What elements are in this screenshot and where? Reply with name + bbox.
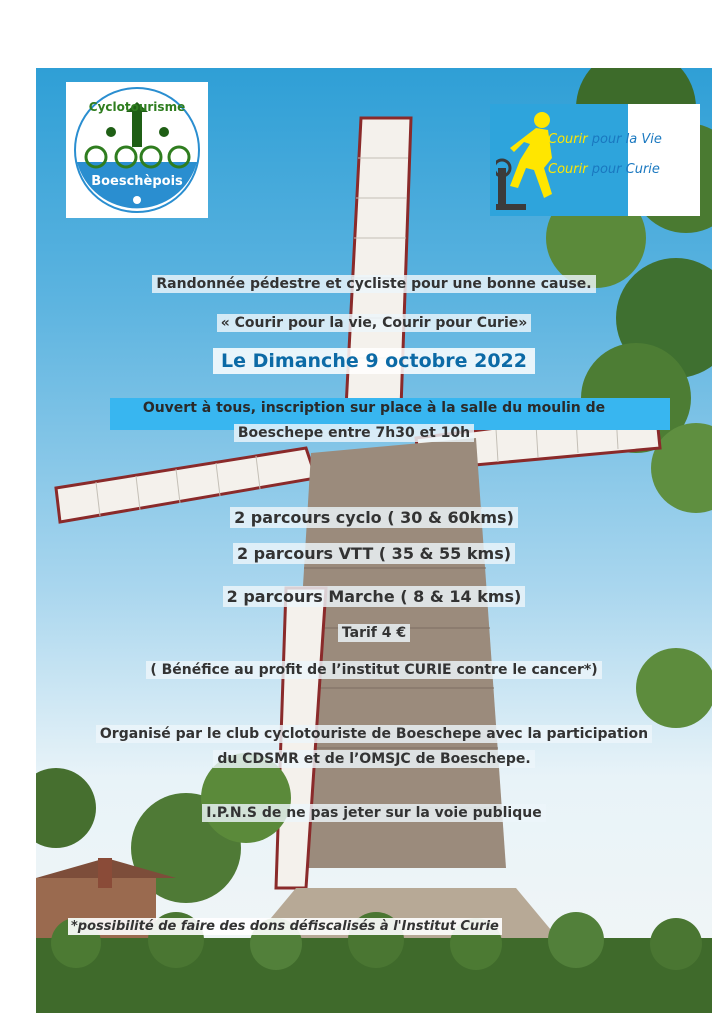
- cyclotourisme-logo-bottom-text: Boeschèpois: [91, 174, 183, 189]
- tax-deduction-footnote: *possibilité de faire des dons défiscalisés à l'Institut Curie: [68, 918, 502, 935]
- registration-line-2-wrap: [36, 425, 692, 441]
- organizer-line-1: Organisé par le club cyclotouriste de Boeschepe avec la participation: [96, 725, 652, 743]
- courir-pour-curie-logo: [490, 104, 700, 216]
- tree-right: [636, 648, 712, 728]
- cyclotourisme-logo-top-text: Cyclotourisme: [88, 100, 186, 114]
- curie-logo-line1-a: Courir: [548, 132, 588, 147]
- route-vtt-line: [36, 544, 712, 563]
- organizer-line-2-wrap: [36, 751, 712, 767]
- ipns-notice: I.P.N.S de ne pas jeter sur la voie publique: [202, 804, 545, 822]
- slogan-line: [36, 315, 712, 331]
- curie-logo-line2-b: pour Curie: [591, 162, 660, 177]
- route-walk-line: [36, 587, 712, 606]
- price: Tarif 4 €: [338, 624, 410, 642]
- route-walk: 2 parcours Marche ( 8 & 14 kms): [223, 586, 526, 607]
- organizer-line-1-wrap: [36, 726, 712, 742]
- curie-logo-line2-a: Courir: [548, 162, 588, 177]
- slogan-text: « Courir pour la vie, Courir pour Curie»: [217, 314, 532, 332]
- route-vtt: 2 parcours VTT ( 35 & 55 kms): [233, 543, 515, 564]
- registration-line-1: Ouvert à tous, inscription sur place à la salle du moulin de: [142, 400, 606, 416]
- trees-bottom-left: [36, 753, 291, 938]
- price-line: [36, 625, 712, 641]
- flyer-poster: [36, 68, 712, 1013]
- intro-text: Randonnée pédestre et cycliste pour une bonne cause.: [152, 275, 595, 293]
- curie-logo-line1-b: pour la Vie: [591, 132, 662, 147]
- benefit: ( Bénéfice au profit de l’institut CURIE contre le cancer*): [146, 661, 601, 679]
- ipns-line: [36, 805, 712, 821]
- event-date: Le Dimanche 9 octobre 2022: [213, 348, 535, 374]
- runner-icon: [496, 108, 576, 212]
- organizer-line-2: du CDSMR et de l’OMSJC de Boeschepe.: [213, 750, 534, 768]
- intro-line: [36, 276, 712, 292]
- date-line: [36, 350, 712, 372]
- registration-line-2: Boeschepe entre 7h30 et 10h: [234, 424, 474, 442]
- benefit-line: [36, 662, 712, 678]
- route-cyclo: 2 parcours cyclo ( 30 & 60kms): [230, 507, 518, 528]
- cyclotourisme-logo: [66, 82, 208, 218]
- route-cyclo-line: [36, 508, 712, 527]
